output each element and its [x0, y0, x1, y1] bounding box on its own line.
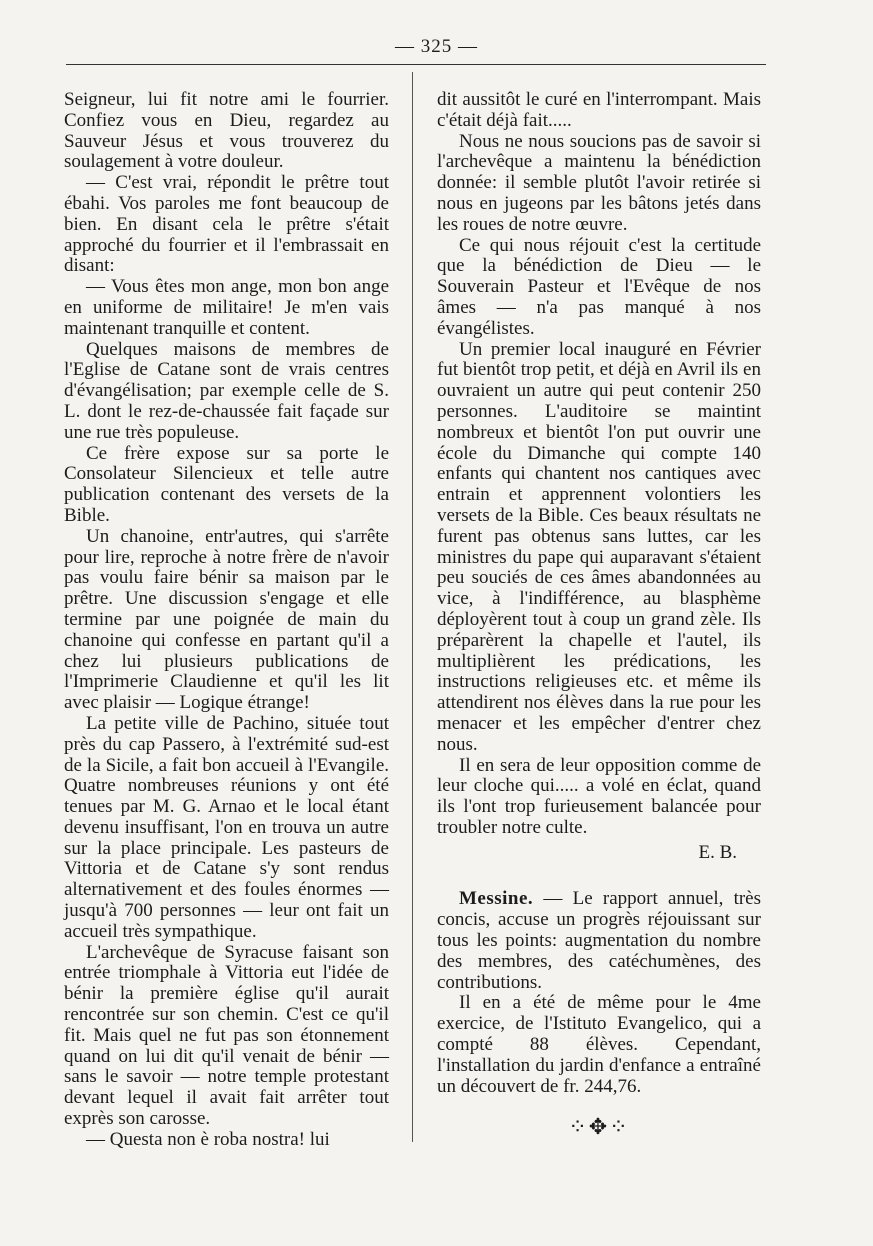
paragraph: — C'est vrai, répondit le prêtre tout ébahi. Vos paroles me font beaucoup de bien. En disant cela le prêtre s'était approché du fourrier et il l'embrassait en disant: — [64, 172, 389, 277]
paragraph: La petite ville de Pachino, située tout près du cap Passero, à l'extrémité sud-est de la Sicile, a fait bon accueil à l'Evangile. Quatre nombreuses réunions y ont été tenues par M. G. Arnao et le local étant devenu insuffisant, l'on en trouva un autre sur la place principale. Les pasteurs de Vittoria et de Catane s'y sont rendus alternativement et des foules énormes — jusqu'à 700 personnes — leur ont fait un accueil très sympathique. — [64, 712, 389, 942]
paragraph: — Vous êtes mon ange, mon bon ange en uniforme de militaire! Je m'en vais maintenant tranquille et content. — [64, 276, 389, 339]
paragraph: Nous ne nous soucions pas de savoir si l'archevêque a maintenu la bénédiction donnée: il semble plutôt l'avoir retirée si nous en jugeons par les bâtons jetés dans les roues de notre œuvre. — [437, 130, 761, 235]
paragraph: L'archevêque de Syracuse faisant son entrée triomphale à Vittoria eut l'idée de bénir la première église qu'il aurait rencontrée sur son chemin. C'est ce qu'il fit. Mais quel ne fut pas son étonnement quand on lui dit qu'il venait de bénir — sans le savoir — notre temple protestant devant lequel il avait fait arrêter tout exprès son carosse. — [64, 941, 389, 1130]
page-number: — 325 — — [395, 36, 478, 57]
paragraph: Ce qui nous réjouit c'est la certitude que la bénédiction de Dieu — le Souverain Pasteur et l'Evêque de nos âmes — n'a pas manqué à nos évangélistes. — [437, 234, 761, 339]
header-rule — [66, 64, 766, 65]
left-column — [64, 90, 389, 1151]
messine-paragraph — [437, 889, 761, 993]
paragraph: — Questa non è roba nostra! lui — [86, 1128, 330, 1150]
right-column — [437, 90, 761, 1138]
section-gap — [437, 863, 761, 889]
ornament-icon: ⁘✥⁘ — [568, 1114, 630, 1140]
paragraph: Il en sera de leur opposition comme de leur cloche qui..... a volé en éclat, quand ils l'ont trop furieusement balancée pour troubler notre culte. — [437, 754, 761, 838]
paragraph: Seigneur, lui fit notre ami le fourrier. Confiez vous en Dieu, regardez au Sauveur Jésus et vous trouverez du soulagement à votre douleur. — [64, 89, 389, 173]
column-divider — [412, 72, 413, 1142]
paragraph: Un chanoine, entr'autres, qui s'arrête pour lire, reproche à notre frère de n'avoir pas voulu faire bénir sa maison par le prêtre. Une discussion s'engage et elle termine par une poignée de main du chanoine qui confesse en partant qu'il a chez lui plusieurs publications de l'Imprimerie Claudienne et qu'il les lit avec plaisir — Logique étrange! — [64, 525, 389, 714]
signature: E. B. — [698, 841, 737, 863]
section-title: Messine. — [459, 888, 534, 910]
messine-intro: — Le rapport annuel, très concis, accuse un progrès réjouissant sur tous les points: augmentation du nombre des membres, des catéchumènes, des contributions. — [437, 888, 761, 993]
paragraph: Un premier local inauguré en Février fut bientôt trop petit, et déjà en Avril ils en ouvraient un autre qui peut contenir 250 personnes. L'auditoire se maintint nombreux et bientôt l'on put ouvrir une école du Dimanche qui compte 140 enfants qui chantent nos cantiques avec entrain et apprennent volontiers les versets de la Bible. Ces beaux résultats ne furent pas obtenus sans luttes, car les ministres du pape qui auparavant s'étaient peu souciés de ces âmes abandonnées au vice, à l'indifférence, au blasphème déployèrent tout à coup un grand zèle. Ils préparèrent la chapelle et l'autel, ils multiplièrent les prédications, les instructions religieuses etc. et même ils attendirent nos élèves dans la rue pour les menacer et les empêcher d'entrer chez nous. — [437, 338, 761, 755]
paragraph: Ce frère expose sur sa porte le Consolateur Silencieux et telle autre publication contenant des versets de la Bible. — [64, 442, 389, 526]
paragraph: dit aussitôt le curé en l'interrompant. Mais c'était déjà fait..... — [437, 89, 761, 131]
paragraph: Il en a été de même pour le 4me exercice, de l'Istituto Evangelico, qui a compté 88 élèves. Cependant, l'installation du jardin d'enfance a entraîné un découvert de fr. 244,76. — [437, 992, 761, 1097]
paragraph: Quelques maisons de membres de l'Eglise de Catane sont de vrais centres d'évangélisation; par exemple celle de S. L. dont le rez-de-chaussée fait façade sur une rue très populeuse. — [64, 338, 389, 443]
